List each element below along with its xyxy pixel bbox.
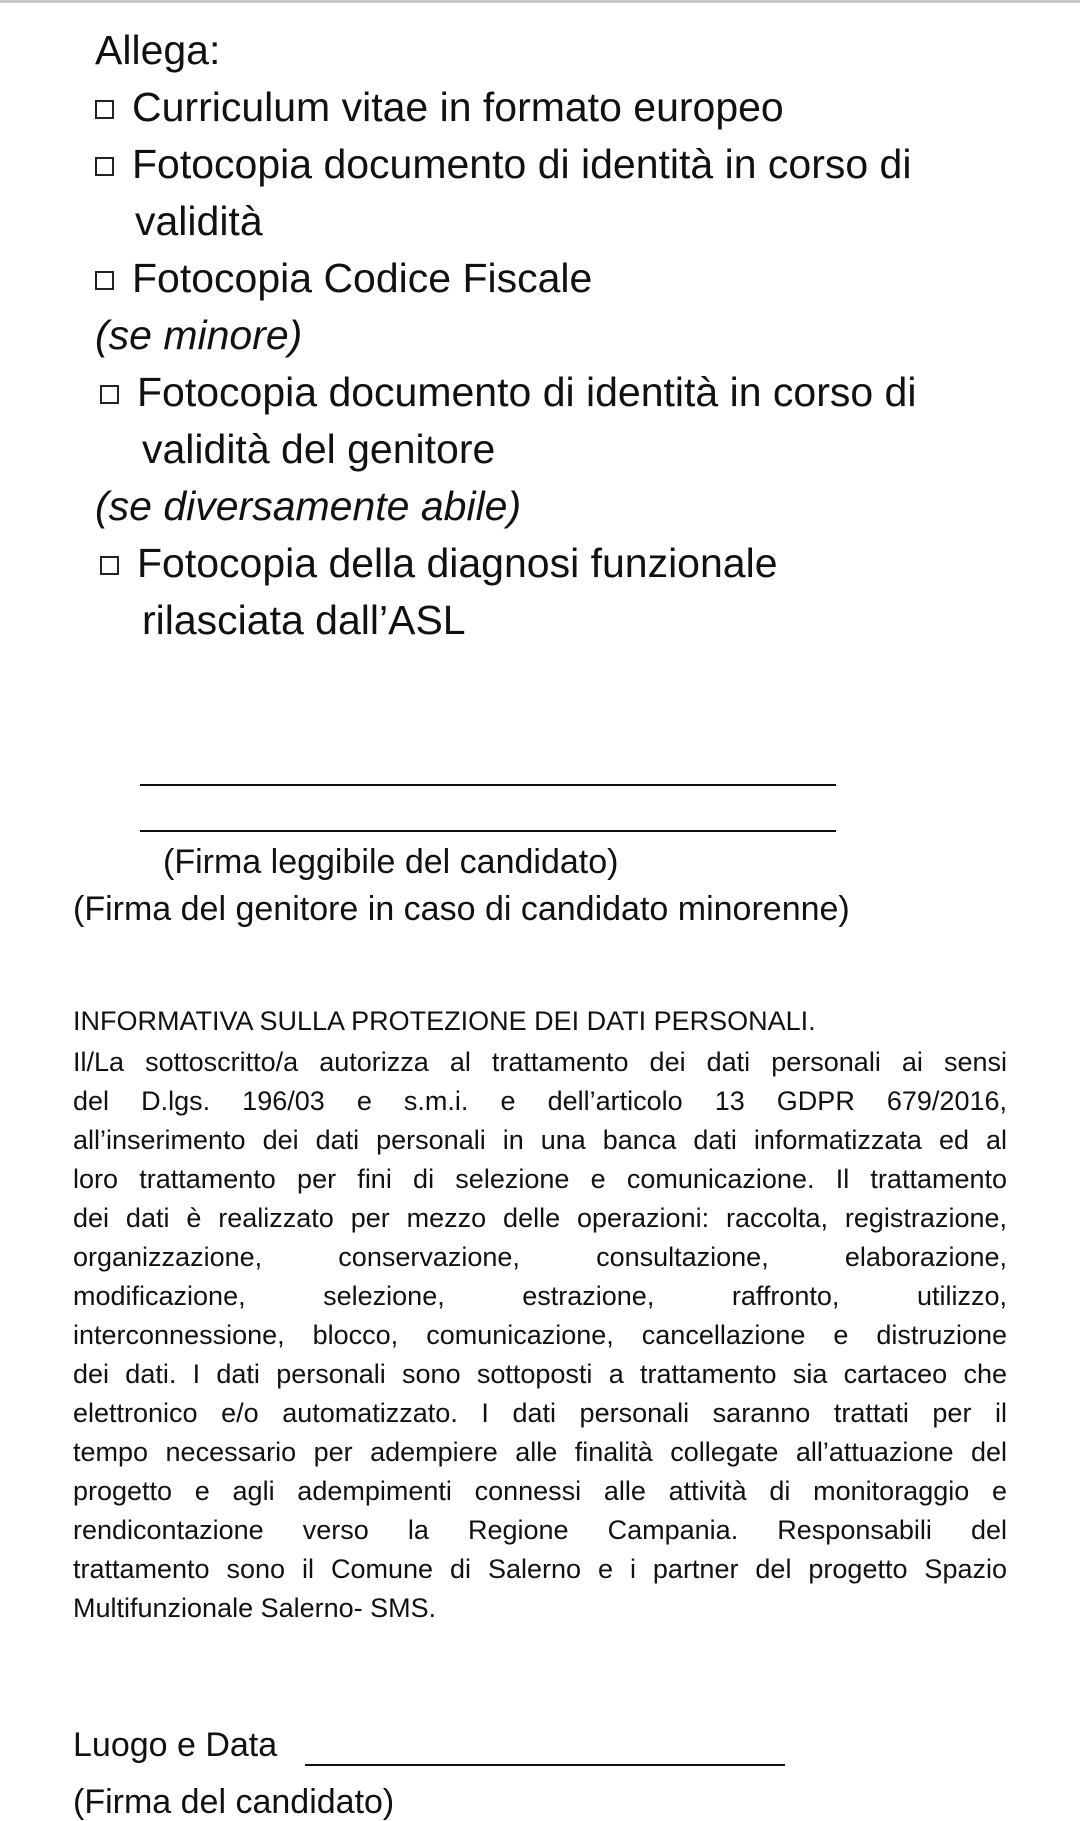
checkbox[interactable]: [95, 100, 114, 119]
privacy-text-line: trattamento sono il Comune di Salerno e i partner del progetto Spazio: [73, 1554, 1007, 1584]
attachment-label: Fotocopia documento di identità in corso di: [132, 141, 912, 187]
minor-heading: (se minore): [95, 312, 303, 358]
attachment-item-parent-id-continued: validità del genitore: [142, 426, 496, 472]
attachment-item-id: [95, 141, 912, 187]
disabled-heading: (se diversamente abile): [95, 483, 522, 529]
privacy-text-line: dei dati. I dati personali sono sottoposti a trattamento sia cartaceo che: [73, 1359, 1007, 1389]
attachment-label: Fotocopia Codice Fiscale: [132, 255, 593, 301]
parent-signature-caption: (Firma del genitore in caso di candidato minorenne): [73, 890, 850, 928]
attachment-label: Curriculum vitae in formato europeo: [132, 84, 784, 130]
candidate-signature-caption: (Firma leggibile del candidato): [163, 843, 619, 881]
privacy-text-line: Multifunzionale Salerno- SMS.: [73, 1593, 437, 1623]
privacy-text-line: dei dati è realizzato per mezzo delle operazioni: raccolta, registrazione,: [73, 1203, 1007, 1233]
attachment-item-cv: [95, 84, 784, 130]
attachment-label: Fotocopia documento di identità in corso di: [137, 369, 917, 415]
privacy-text-line: modificazione, selezione, estrazione, raffronto, utilizzo,: [73, 1281, 1007, 1311]
attachment-label: Fotocopia della diagnosi funzionale: [137, 540, 778, 586]
signature-line-candidate[interactable]: [140, 784, 836, 786]
checkbox[interactable]: [100, 556, 119, 575]
privacy-text-line: loro trattamento per fini di selezione e comunicazione. Il trattamento: [73, 1164, 1007, 1194]
checkbox[interactable]: [95, 157, 114, 176]
place-date-label: Luogo e Data: [73, 1726, 278, 1764]
privacy-text-line: interconnessione, blocco, comunicazione, cancellazione e distruzione: [73, 1320, 1007, 1350]
privacy-text-line: rendicontazione verso la Regione Campania. Responsabili del: [73, 1515, 1007, 1545]
attachment-item-diagnosis-continued: rilasciata dall’ASL: [142, 597, 466, 643]
privacy-text-line: all’inserimento dei dati personali in una banca dati informatizzata ed al: [73, 1125, 1007, 1155]
privacy-text-line: del D.lgs. 196/03 e s.m.i. e dell’articolo 13 GDPR 679/2016,: [73, 1086, 1007, 1116]
attachment-item-cf: [95, 255, 593, 301]
privacy-text-line: progetto e agli adempimenti connessi alle attività di monitoraggio e: [73, 1476, 1007, 1506]
privacy-title: INFORMATIVA SULLA PROTEZIONE DEI DATI PERSONALI.: [73, 1006, 816, 1036]
checkbox[interactable]: [95, 271, 114, 290]
attachment-item-parent-id: [100, 369, 917, 415]
privacy-text-line: Il/La sottoscritto/a autorizza al trattamento dei dati personali ai sensi: [73, 1047, 1007, 1077]
attachment-item-diagnosis: [100, 540, 778, 586]
privacy-text-line: tempo necessario per adempiere alle finalità collegate all’attuazione del: [73, 1437, 1007, 1467]
privacy-text-line: elettronico e/o automatizzato. I dati personali saranno trattati per il: [73, 1398, 1007, 1428]
signature-line-parent[interactable]: [140, 830, 836, 832]
candidate-signature-label: (Firma del candidato): [73, 1783, 395, 1821]
privacy-text-line: organizzazione, conservazione, consultazione, elaborazione,: [73, 1242, 1007, 1272]
checkbox[interactable]: [100, 385, 119, 404]
place-date-line[interactable]: [305, 1764, 785, 1766]
attachment-item-id-continued: validità: [135, 198, 263, 244]
allega-heading: Allega:: [95, 27, 221, 73]
